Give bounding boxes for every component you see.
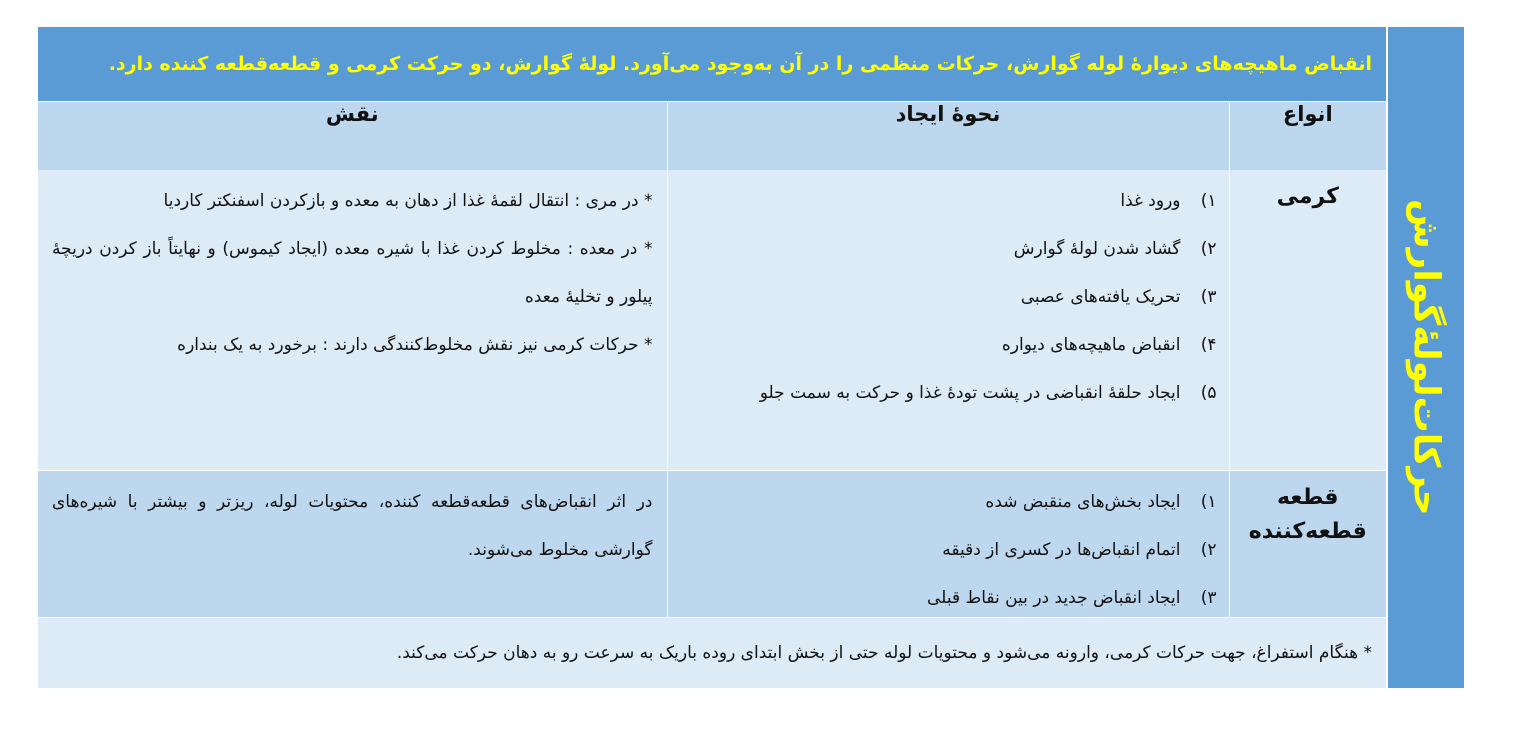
table-row-worm <box>38 170 1386 471</box>
role-worm-stomach: * در معده : مخلوط کردن غذا با شیره معده (ایجاد کیموس) و نهایتاً باز کردن دریچهٔ پیلور و تخلیهٔ معده <box>52 239 653 307</box>
list-item: ۲) گشاد شدن لولهٔ گوارش <box>1013 239 1217 259</box>
table-row-segmentation <box>38 471 1386 639</box>
role-worm <box>38 170 667 471</box>
type-segmentation: قطعه قطعه‌کننده <box>1229 471 1386 639</box>
intro-text: انقباض ماهیچه‌های دیوارهٔ لوله گوارش، حرکات منظمی را در آن به‌وجود می‌آورد. لولهٔ گوارش، دو حرکت کرمی و قطعه‌قطعه کننده دارد. <box>38 27 1386 101</box>
segmentation-steps-list <box>668 471 1229 622</box>
header-how: نحوهٔ ایجاد <box>667 102 1229 171</box>
role-segmentation <box>38 471 667 639</box>
how-segmentation <box>667 471 1229 639</box>
how-worm <box>667 170 1229 471</box>
movements-table <box>38 101 1386 638</box>
header-role: نقش <box>38 102 667 171</box>
header-type: انواع <box>1229 102 1386 171</box>
worm-steps-list <box>668 170 1229 417</box>
footer-note: * هنگام استفراغ، جهت حرکات کرمی، وارونه می‌شود و محتویات لوله حتی از بخش ابتدای روده باریک به سرعت رو به دهان حرکت می‌کند. <box>38 617 1386 688</box>
role-segmentation-text: در اثر انقباض‌های قطعه‌قطعه کننده، محتویات لوله، ریزتر و بیشتر با شیره‌های گوارشی مخلوط می‌شوند. <box>52 492 653 560</box>
list-item: ۱) ورود غذا <box>1120 191 1217 211</box>
role-worm-mixing: * حرکات کرمی نیز نقش مخلوط‌کنندگی دارند : برخورد به یک بنداره <box>177 335 653 355</box>
role-worm-esophagus: * در مری : انتقال لقمهٔ غذا از دهان به معده و بازکردن اسفنکتر کاردیا <box>163 191 653 211</box>
list-item: ۳) ایجاد انقباض جدید در بین نقاط قبلی <box>927 588 1217 608</box>
list-item: ۳) تحریک یافته‌های عصبی <box>1020 287 1217 307</box>
table-content <box>38 27 1386 688</box>
list-item: ۵) ایجاد حلقهٔ انقباضی در پشت تودهٔ غذا و حرکت به سمت جلو <box>759 383 1217 403</box>
side-title-bar <box>1388 27 1464 688</box>
type-worm: کرمی <box>1229 170 1386 471</box>
header-row <box>38 102 1386 171</box>
list-item: ۱) ایجاد بخش‌های منقبض شده <box>985 492 1217 512</box>
side-title: حرکات‌لولهٔ‌گوارش <box>1405 199 1447 516</box>
list-item: ۲) اتمام انقباض‌ها در کسری از دقیقه <box>942 540 1217 560</box>
list-item: ۴) انقباض ماهیچه‌های دیواره <box>1001 335 1217 355</box>
digestive-movements-table <box>38 27 1464 688</box>
